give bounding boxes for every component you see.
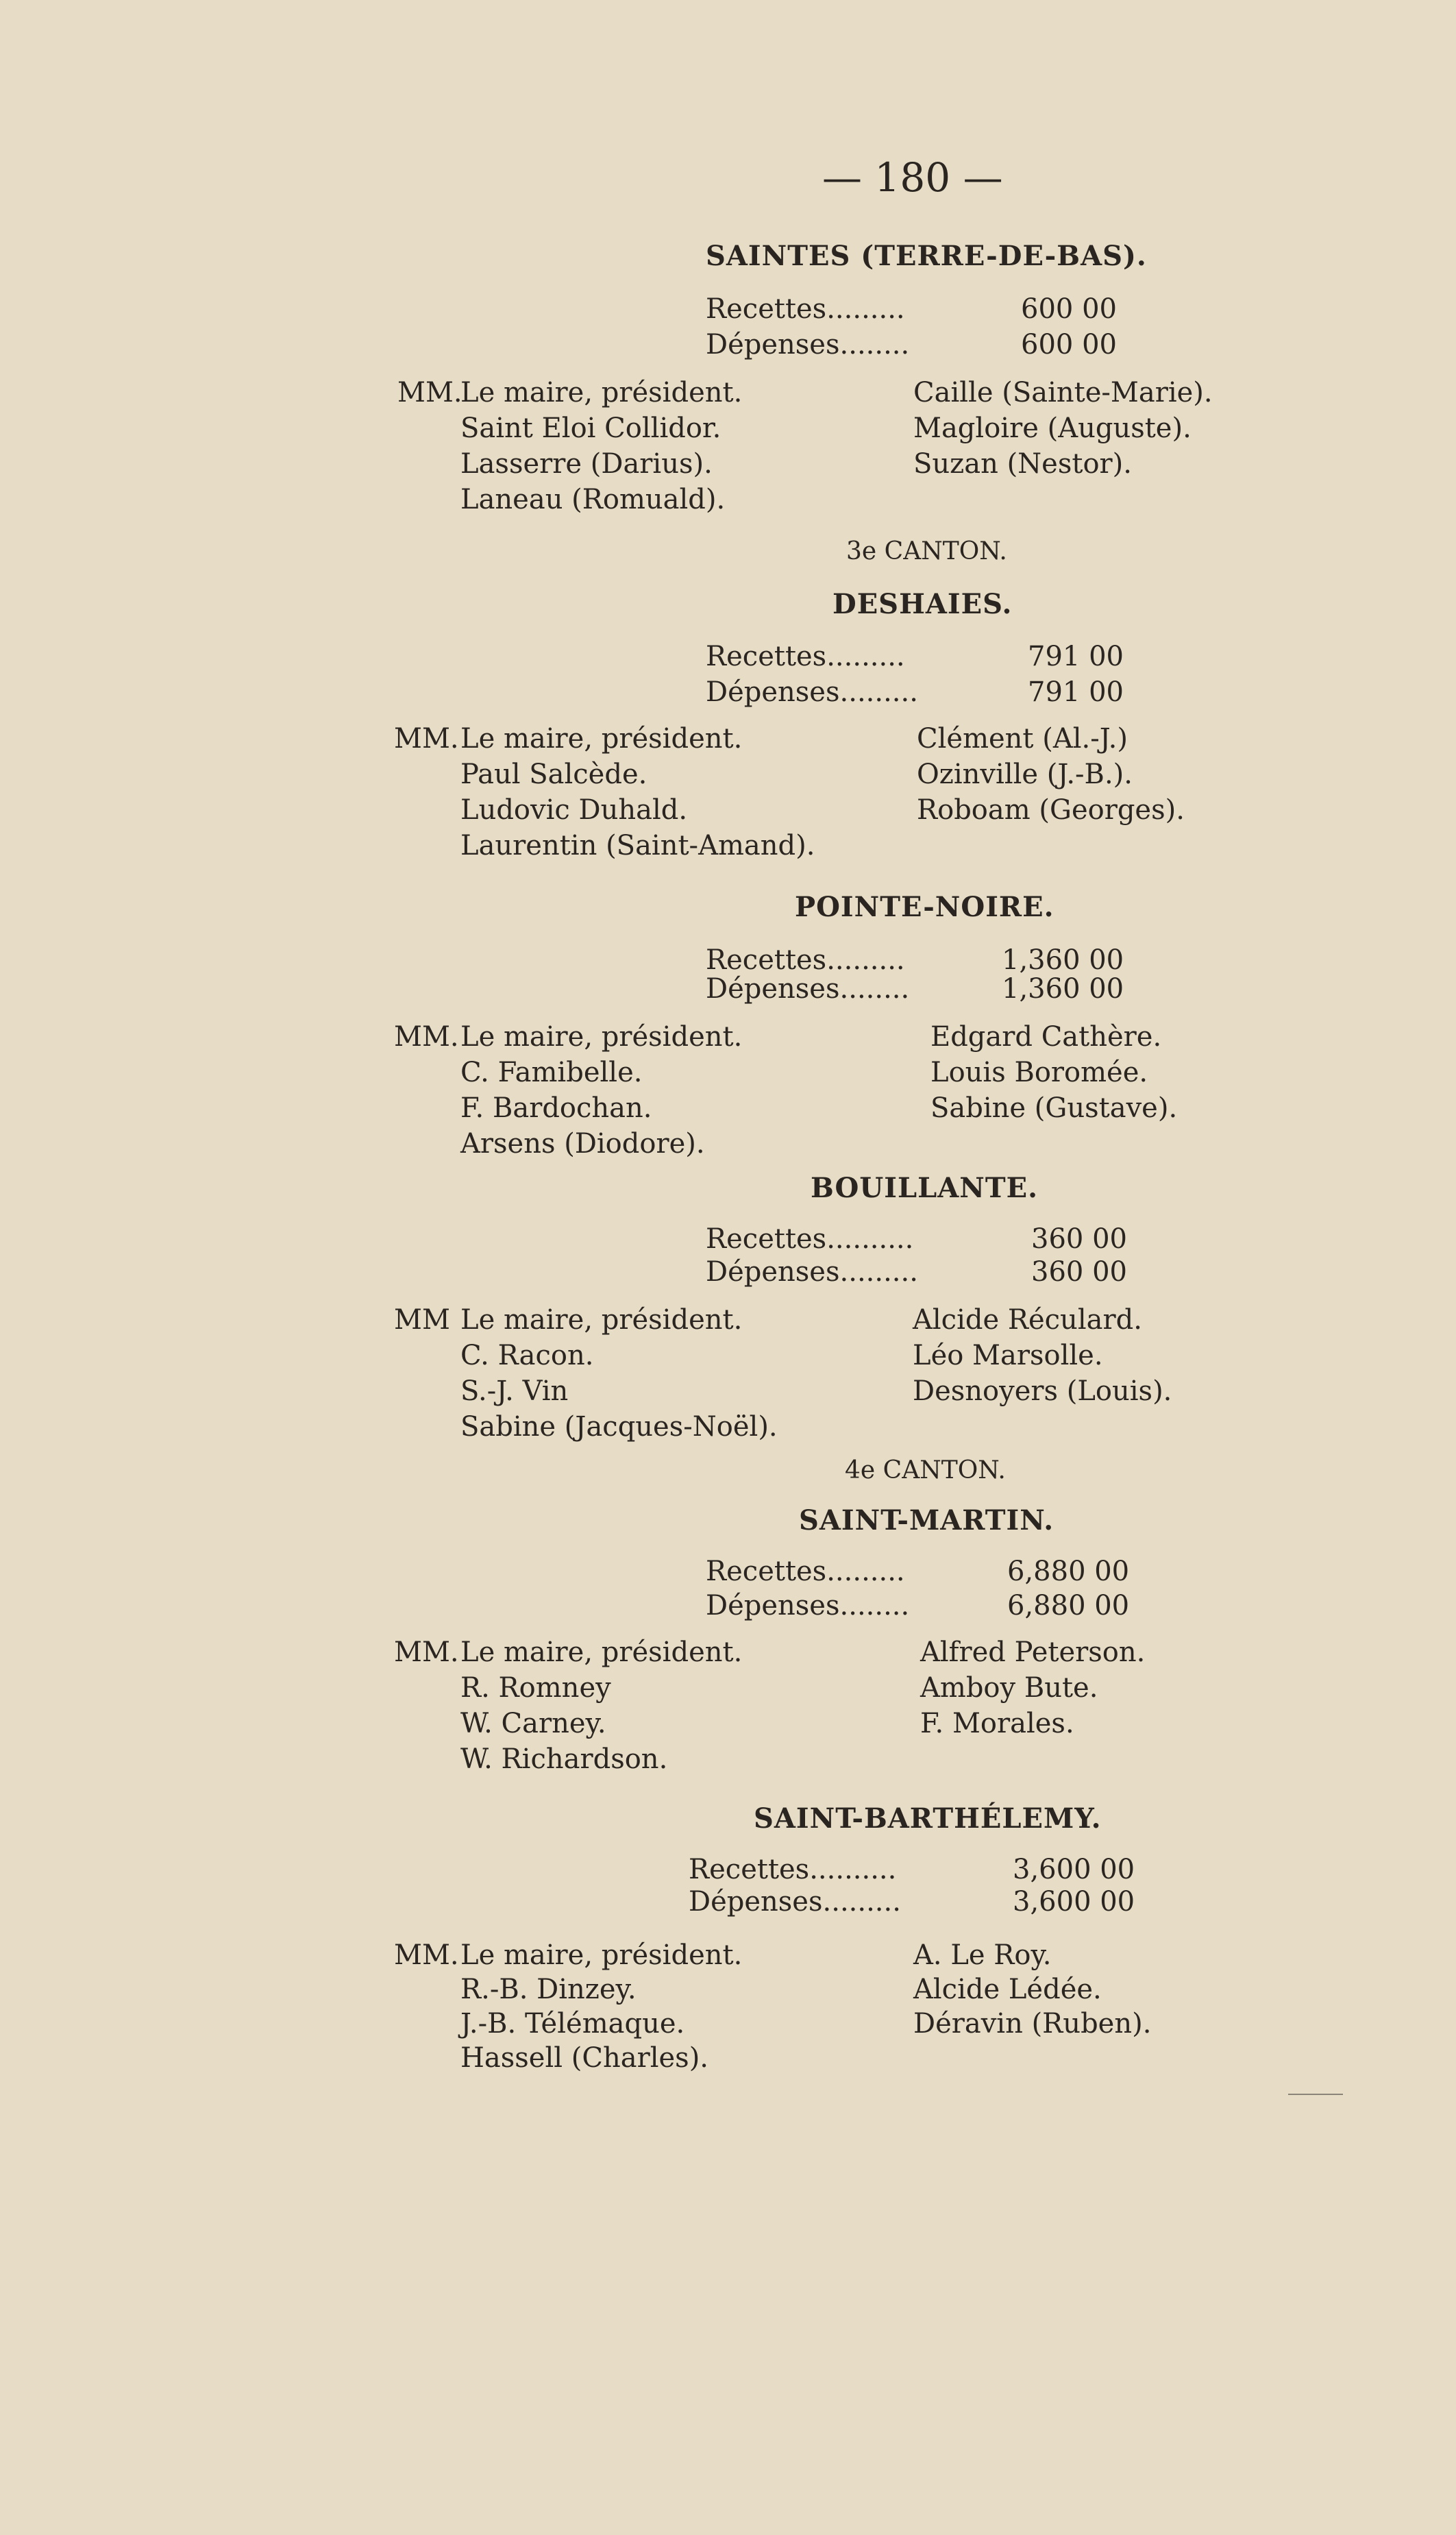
member-name: Laurentin (Saint-Amand). [460,830,815,861]
recettes-value: 600 00 [1021,293,1117,325]
recettes-value: 360 00 [1031,1223,1127,1255]
member-name: Le maire, président. [460,377,743,408]
member-name: W. Richardson. [460,1743,668,1775]
depenses-label: Dépenses........ [706,973,910,1005]
recettes-value: 791 00 [1028,641,1124,672]
depenses-label: Dépenses........ [706,1590,910,1621]
mm-label: MM. [394,1939,459,1971]
member-name: Léo Marsolle. [913,1340,1103,1371]
recettes-label: Recettes......... [706,1556,905,1587]
member-name: Alcide Lédée. [913,1974,1102,2005]
member-name: Saint Eloi Collidor. [460,413,721,444]
member-name: C. Racon. [460,1340,594,1371]
recettes-value: 6,880 00 [1007,1556,1130,1587]
member-name: Laneau (Romuald). [460,484,726,515]
depenses-value: 1,360 00 [1002,973,1124,1005]
section-title: SAINTES (TERRE-DE-BAS). [706,240,1147,272]
canton-label: 3e CANTON. [846,537,1007,565]
depenses-value: 360 00 [1031,1256,1127,1288]
member-name: Le maire, président. [460,723,743,755]
member-name: Ozinville (J.-B.). [917,759,1133,790]
member-name: Lasserre (Darius). [460,448,713,480]
member-name: F. Morales. [920,1708,1074,1739]
member-name: Le maire, président. [460,1939,743,1971]
member-name: Paul Salcède. [460,759,647,790]
section-title: SAINT-MARTIN. [799,1504,1054,1536]
recettes-label: Recettes......... [706,641,905,672]
member-name: Suzan (Nestor). [913,448,1132,480]
mm-label: MM. [397,377,462,408]
member-name: R. Romney [460,1672,611,1704]
member-name: Hassell (Charles). [460,2042,709,2074]
section-title: DESHAIES. [832,588,1013,620]
depenses-value: 791 00 [1028,676,1124,708]
member-name: Louis Boromée. [930,1057,1148,1088]
member-name: Le maire, président. [460,1304,743,1336]
depenses-label: Dépenses......... [689,1886,901,1918]
mm-label: MM. [394,1021,459,1053]
member-name: Sabine (Jacques-Noël). [460,1411,778,1443]
member-name: Ludovic Duhald. [460,794,688,826]
recettes-label: Recettes.......... [706,1223,914,1255]
depenses-label: Dépenses......... [706,1256,918,1288]
section-title: POINTE-NOIRE. [795,891,1054,923]
member-name: Sabine (Gustave). [930,1092,1178,1124]
member-name: Clément (Al.-J.) [917,723,1128,755]
member-name: Le maire, président. [460,1021,743,1053]
member-name: Caille (Sainte-Marie). [913,377,1213,408]
depenses-value: 6,880 00 [1007,1590,1130,1621]
mm-label: MM. [394,1637,459,1668]
member-name: Alfred Peterson. [920,1637,1146,1668]
member-name: W. Carney. [460,1708,606,1739]
recettes-label: Recettes.......... [689,1854,897,1885]
depenses-label: Dépenses......... [706,676,918,708]
member-name: Magloire (Auguste). [913,413,1192,444]
mm-label: MM [394,1304,450,1336]
recettes-line [706,293,1028,325]
member-name: Amboy Bute. [920,1672,1098,1704]
member-name: A. Le Roy. [913,1939,1052,1971]
mm-label: MM. [394,723,459,755]
member-name: Roboam (Georges). [917,794,1185,826]
page-number: — 180 — [822,154,1003,201]
recettes-label: Recettes......... [706,944,905,976]
depenses-value: 3,600 00 [1013,1886,1135,1918]
section-title: SAINT-BARTHÉLEMY. [754,1802,1102,1835]
member-name: Desnoyers (Louis). [913,1375,1172,1407]
recettes-value: 3,600 00 [1013,1854,1135,1885]
member-name: S.-J. Vin [460,1375,569,1407]
depenses-label: Dépenses........ [706,329,910,360]
margin-rule [1288,2094,1343,2095]
section-title: BOUILLANTE. [811,1172,1039,1204]
member-name: F. Bardochan. [460,1092,652,1124]
member-name: R.-B. Dinzey. [460,1974,637,2005]
member-name: Le maire, président. [460,1637,743,1668]
recettes-value: 1,360 00 [1002,944,1124,976]
recettes-label: Recettes......... [706,293,905,325]
member-name: Déravin (Ruben). [913,2008,1152,2040]
member-name: C. Famibelle. [460,1057,643,1088]
member-name: Arsens (Diodore). [460,1128,705,1160]
depenses-value: 600 00 [1021,329,1117,360]
member-name: Alcide Réculard. [913,1304,1142,1336]
canton-label: 4e CANTON. [845,1456,1006,1484]
member-name: Edgard Cathère. [930,1021,1162,1053]
member-name: J.-B. Télémaque. [460,2008,685,2040]
